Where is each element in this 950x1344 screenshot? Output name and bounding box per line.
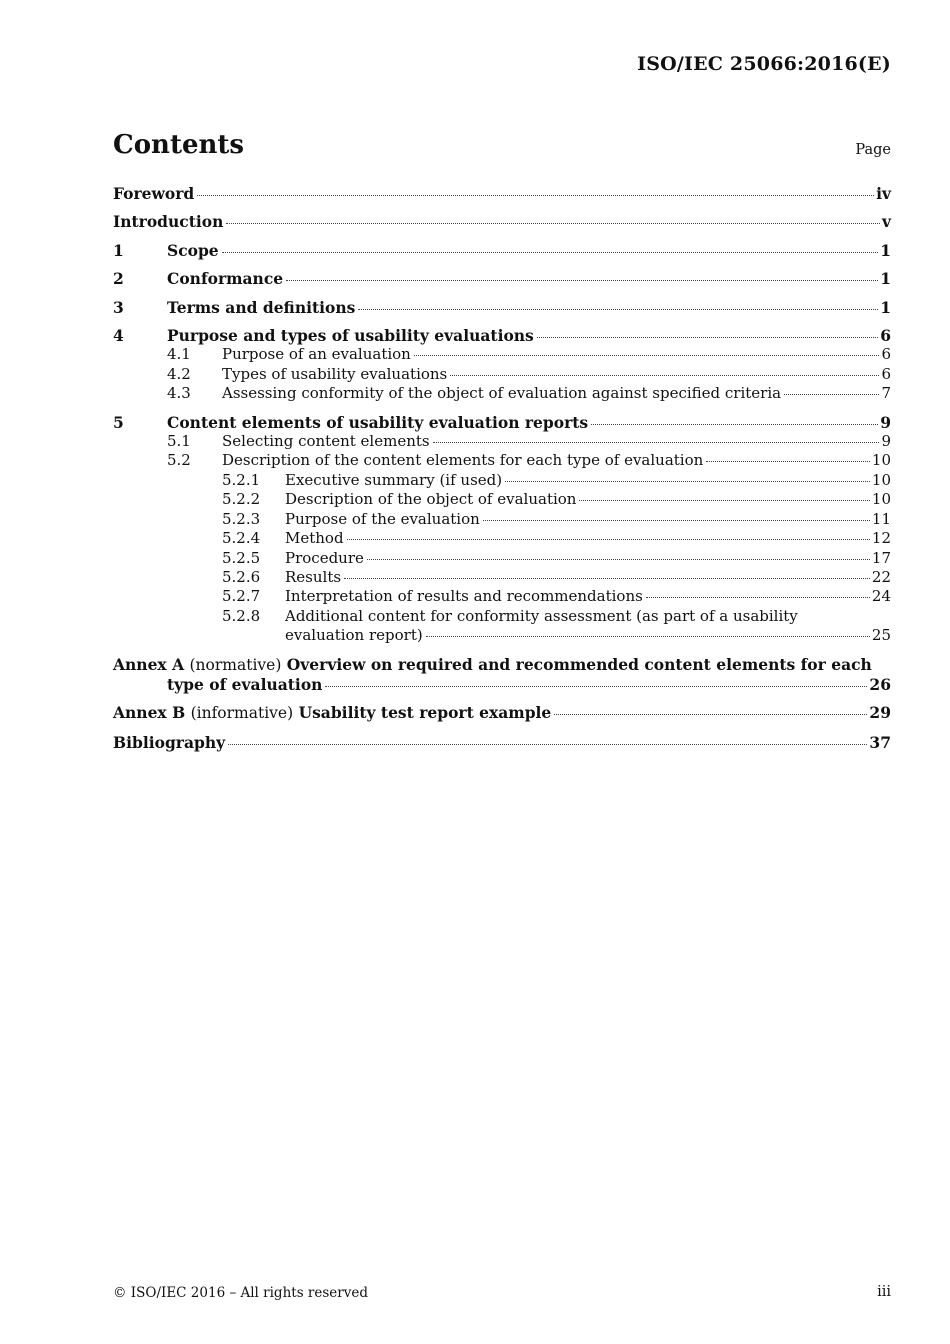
toc-page-number: 6 bbox=[881, 364, 891, 383]
toc-entry-section-4-1[interactable] bbox=[113, 345, 891, 364]
toc-entry-text: Foreword bbox=[113, 184, 195, 203]
toc-entry-text: Results bbox=[285, 567, 342, 586]
annex-kind: (informative) bbox=[190, 704, 294, 723]
leader-dots bbox=[433, 442, 880, 443]
toc-section-number: 5.2.1 bbox=[222, 470, 261, 489]
toc-entry-text: Purpose of an evaluation bbox=[222, 345, 411, 364]
toc-page-number: 29 bbox=[869, 703, 891, 723]
toc-section-number: 5.2.8 bbox=[222, 606, 261, 625]
toc-entry-text: Procedure bbox=[285, 548, 364, 567]
annex-kind: (normative) bbox=[189, 655, 282, 674]
annex-title: Usability test report example bbox=[298, 703, 552, 723]
toc-section-number: 5.2.3 bbox=[222, 509, 261, 528]
toc-page-number: 12 bbox=[871, 529, 891, 548]
toc-entry-text-continued: evaluation report) bbox=[285, 626, 423, 645]
leader-dots bbox=[537, 337, 878, 338]
annex-title: Overview on required and recommended content elements for each bbox=[286, 654, 872, 674]
toc-entry-bibliography[interactable] bbox=[113, 733, 891, 752]
leader-dots bbox=[591, 424, 878, 425]
toc-page-number: 11 bbox=[871, 509, 891, 528]
toc-entry-text: Method bbox=[285, 529, 344, 548]
toc-entry-text: Description of the content elements for each type of evaluation bbox=[222, 451, 704, 470]
toc-section-number: 4 bbox=[113, 326, 124, 346]
toc-section-number: 4.3 bbox=[167, 384, 191, 403]
toc-entry-section-5-2-7[interactable] bbox=[113, 587, 891, 606]
toc-page-number: 24 bbox=[871, 587, 891, 606]
toc-entry-text: Types of usability evaluations bbox=[222, 364, 448, 383]
toc-entry-section-4-2[interactable] bbox=[113, 365, 891, 384]
toc-page-number: 10 bbox=[871, 451, 891, 470]
annex-label: Annex A bbox=[113, 654, 185, 674]
toc-page-number: 26 bbox=[869, 674, 891, 694]
page-column-label: Page bbox=[855, 142, 891, 158]
toc-page-number: 1 bbox=[880, 269, 891, 289]
toc-page-number: 25 bbox=[871, 626, 891, 645]
toc-section-number: 2 bbox=[113, 269, 124, 289]
toc-page-number: 22 bbox=[871, 567, 891, 586]
footer-copyright: © ISO/IEC 2016 – All rights reserved bbox=[113, 1285, 368, 1301]
leader-dots bbox=[226, 223, 880, 224]
leader-dots bbox=[197, 195, 874, 196]
toc-entry-text: Assessing conformity of the object of evaluation against specified criteria bbox=[222, 384, 782, 403]
toc-entry-section-5-2-1[interactable] bbox=[113, 471, 891, 490]
toc-section-number: 4.2 bbox=[167, 364, 191, 383]
annex-a-heading bbox=[113, 655, 872, 675]
toc-entry-text: Conformance bbox=[167, 269, 284, 289]
leader-dots bbox=[554, 714, 867, 715]
toc-page-number: 6 bbox=[880, 326, 891, 346]
toc-section-number: 4.1 bbox=[167, 345, 191, 364]
toc-section-number: 5.2.4 bbox=[222, 529, 261, 548]
toc-entry-text: Interpretation of results and recommendations bbox=[285, 587, 643, 606]
leader-dots bbox=[367, 559, 870, 560]
toc-entry-text: Bibliography bbox=[113, 732, 226, 752]
annex-b-heading bbox=[113, 703, 551, 723]
toc-entry-text: Introduction bbox=[113, 212, 224, 232]
toc-entry-text: Purpose of the evaluation bbox=[285, 509, 480, 528]
leader-dots bbox=[325, 686, 867, 687]
toc-entry-text: Content elements of usability evaluation reports bbox=[167, 412, 589, 432]
toc-page-number: 9 bbox=[880, 412, 891, 432]
toc-entry-section-5[interactable] bbox=[113, 413, 891, 432]
table-of-contents bbox=[113, 184, 891, 752]
toc-entry-scope[interactable] bbox=[113, 241, 891, 260]
leader-dots bbox=[286, 280, 878, 281]
toc-page-number: 37 bbox=[869, 732, 891, 752]
toc-entry-section-5-2-8[interactable] bbox=[113, 607, 891, 646]
leader-dots bbox=[344, 578, 870, 579]
leader-dots bbox=[358, 309, 878, 310]
leader-dots bbox=[347, 539, 870, 540]
toc-section-number: 5.2.5 bbox=[222, 548, 261, 567]
toc-entry-annex-a[interactable] bbox=[113, 655, 891, 695]
leader-dots bbox=[706, 461, 870, 462]
toc-entry-annex-b[interactable] bbox=[113, 703, 891, 723]
toc-entry-text: Additional content for conformity assessment (as part of a usability bbox=[285, 606, 798, 625]
leader-dots bbox=[784, 394, 879, 395]
toc-page-number: 10 bbox=[871, 470, 891, 489]
toc-page-number: 9 bbox=[881, 432, 891, 451]
toc-entry-section-5-2-2[interactable] bbox=[113, 490, 891, 509]
annex-label: Annex B bbox=[113, 703, 186, 723]
toc-section-number: 5.2 bbox=[167, 451, 191, 470]
leader-dots bbox=[426, 636, 870, 637]
toc-section-number: 5.1 bbox=[167, 432, 191, 451]
toc-page-number: 6 bbox=[881, 345, 891, 364]
leader-dots bbox=[646, 597, 870, 598]
toc-entry-text: Scope bbox=[167, 240, 219, 260]
document-id: ISO/IEC 25066:2016(E) bbox=[637, 53, 891, 75]
toc-entry-text: Description of the object of evaluation bbox=[285, 490, 577, 509]
toc-section-number: 5.2.6 bbox=[222, 567, 261, 586]
toc-entry-section-5-2[interactable] bbox=[113, 451, 891, 470]
toc-entry-conformance[interactable] bbox=[113, 269, 891, 288]
leader-dots bbox=[228, 744, 867, 745]
toc-entry-terms[interactable] bbox=[113, 298, 891, 317]
toc-section-number: 5.2.7 bbox=[222, 587, 261, 606]
annex-title-continued: type of evaluation bbox=[167, 674, 323, 694]
toc-entry-foreword[interactable] bbox=[113, 184, 891, 203]
toc-entry-text: Purpose and types of usability evaluations bbox=[167, 326, 534, 346]
leader-dots bbox=[450, 375, 879, 376]
toc-entry-text: Executive summary (if used) bbox=[285, 470, 503, 489]
toc-page-number: iv bbox=[876, 184, 891, 203]
toc-page-number: 1 bbox=[880, 240, 891, 260]
toc-entry-text: Selecting content elements bbox=[222, 432, 430, 451]
toc-entry-section-5-2-5[interactable] bbox=[113, 549, 891, 568]
toc-section-number: 3 bbox=[113, 297, 124, 317]
toc-section-number: 5 bbox=[113, 412, 124, 432]
toc-section-number: 5.2.2 bbox=[222, 490, 261, 509]
toc-page-number: v bbox=[881, 212, 891, 232]
toc-page-number: 7 bbox=[881, 384, 891, 403]
toc-page-number: 17 bbox=[871, 548, 891, 567]
toc-entry-introduction[interactable] bbox=[113, 212, 891, 231]
toc-entry-section-5-1[interactable] bbox=[113, 432, 891, 451]
leader-dots bbox=[505, 481, 870, 482]
footer-page-number: iii bbox=[877, 1284, 891, 1300]
leader-dots bbox=[483, 520, 870, 521]
toc-entry-section-5-2-3[interactable] bbox=[113, 510, 891, 529]
toc-entry-section-4[interactable] bbox=[113, 326, 891, 345]
leader-dots bbox=[414, 355, 880, 356]
toc-entry-text: Terms and definitions bbox=[167, 297, 356, 317]
toc-entry-section-4-3[interactable] bbox=[113, 384, 891, 403]
page-title: Contents bbox=[113, 130, 245, 160]
leader-dots bbox=[579, 500, 869, 501]
toc-page-number: 1 bbox=[880, 297, 891, 317]
leader-dots bbox=[222, 252, 879, 253]
toc-entry-section-5-2-4[interactable] bbox=[113, 529, 891, 548]
toc-page-number: 10 bbox=[871, 490, 891, 509]
toc-section-number: 1 bbox=[113, 240, 124, 260]
toc-entry-section-5-2-6[interactable] bbox=[113, 568, 891, 587]
